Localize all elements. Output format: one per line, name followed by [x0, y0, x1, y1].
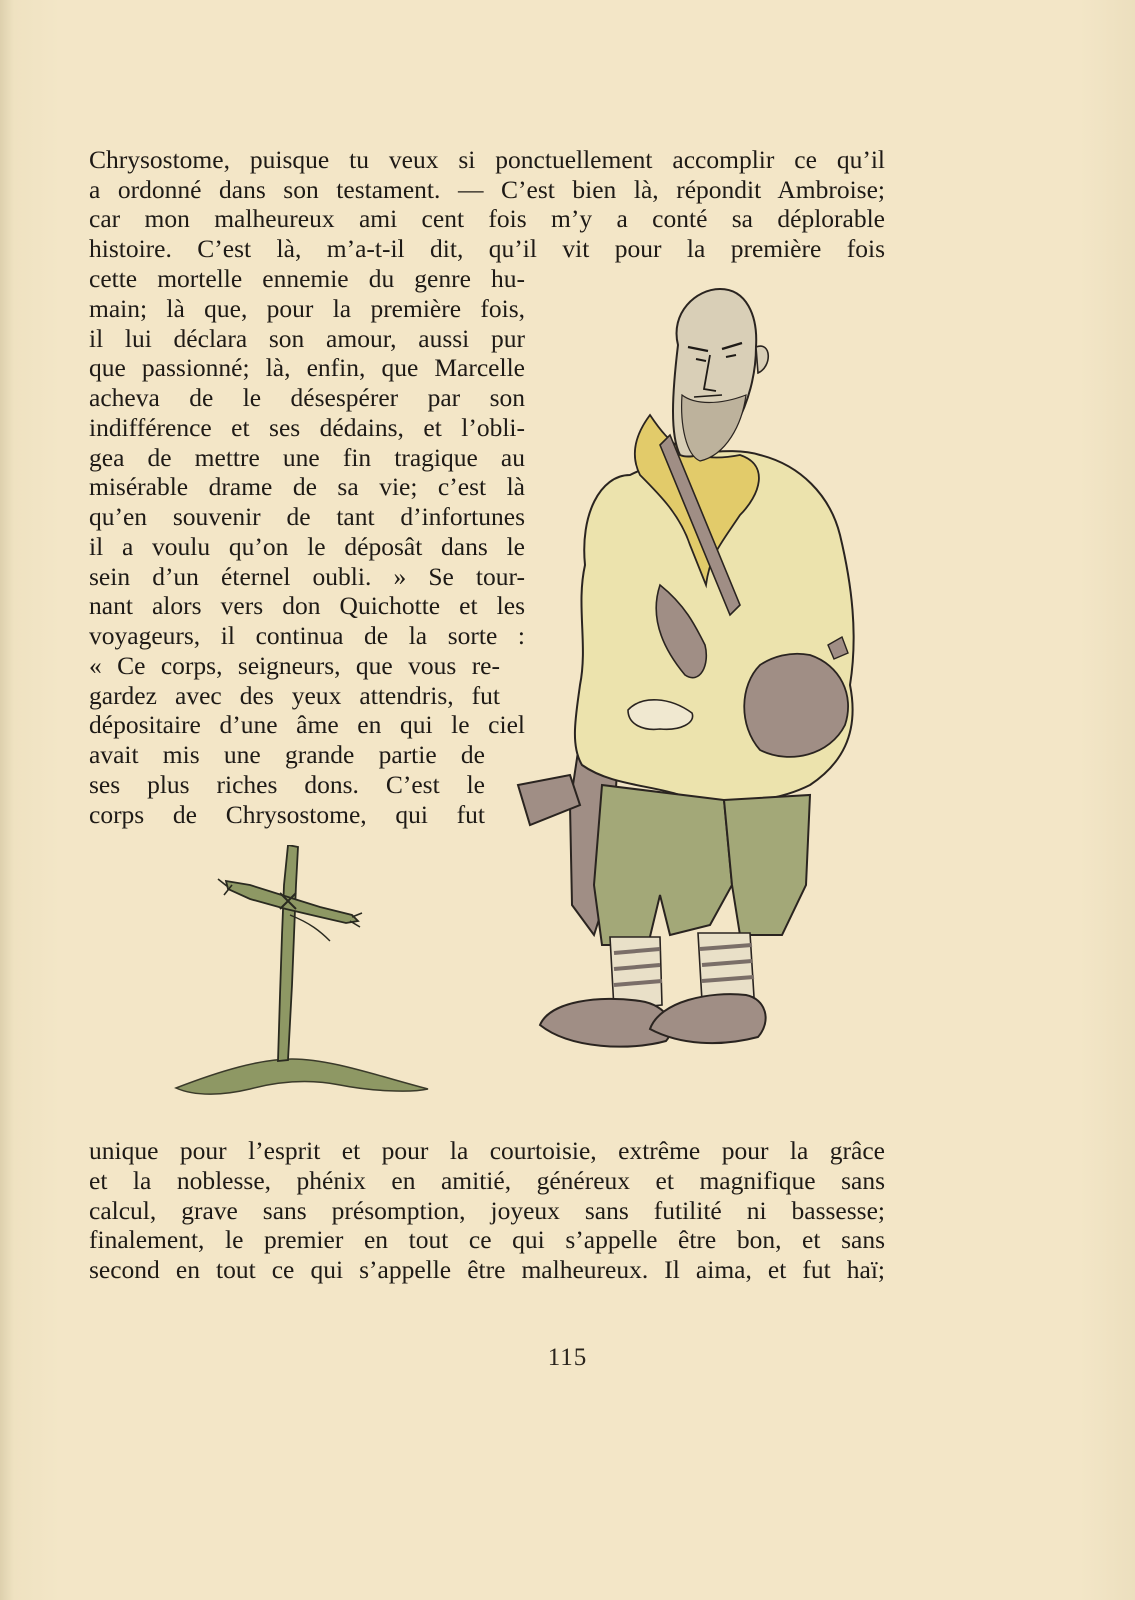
- text-line-15: sein d’un éternel oubli. » Se tour-: [89, 562, 525, 591]
- text-line-14: il a voulu qu’on le déposât dans le: [89, 532, 525, 561]
- text-line-18: « Ce corps, seigneurs, que vous re-: [89, 651, 500, 680]
- text-line-20: dépositaire d’une âme en qui le ciel: [89, 710, 525, 739]
- shepherd-illustration: [510, 285, 880, 1080]
- text-line-28: second en tout ce qui s’appelle être malheureux. Il aima, et fut haï;: [89, 1255, 885, 1284]
- text-line-16: nant alors vers don Quichotte et les: [89, 591, 525, 620]
- text-line-11: gea de mettre une fin tragique au: [89, 443, 525, 472]
- text-line-3: car mon malheureux ami cent fois m’y a conté sa déplorable: [89, 204, 885, 233]
- text-line-9: acheva de le désespérer par son: [89, 383, 525, 412]
- text-line-12: misérable drame de sa vie; c’est là: [89, 472, 525, 501]
- text-line-17: voyageurs, il continua de la sorte :: [89, 621, 525, 650]
- text-line-21: avait mis une grande partie de: [89, 740, 485, 769]
- page-number: 115: [547, 1344, 588, 1371]
- text-line-19: gardez avec des yeux attendris, fut: [89, 681, 500, 710]
- text-line-27: finalement, le premier en tout ce qui s’appelle être bon, et sans: [89, 1225, 885, 1254]
- standing-shepherd-icon: [510, 285, 880, 1080]
- text-line-1: Chrysostome, puisque tu veux si ponctuellement accomplir ce qu’il: [89, 145, 885, 174]
- cross-illustration: [170, 845, 460, 1125]
- text-line-22: ses plus riches dons. C’est le: [89, 770, 485, 799]
- text-line-2: a ordonné dans son testament. — C’est bien là, répondit Ambroise;: [89, 175, 885, 204]
- text-line-6: main; là que, pour la première fois,: [89, 294, 525, 323]
- text-line-10: indifférence et ses dédains, et l’obli-: [89, 413, 525, 442]
- text-line-26: calcul, grave sans présomption, joyeux sans futilité ni bassesse;: [89, 1196, 885, 1225]
- text-line-13: qu’en souvenir de tant d’infortunes: [89, 502, 525, 531]
- wooden-grave-cross-icon: [170, 845, 460, 1125]
- text-line-24: unique pour l’esprit et pour la courtoisie, extrême pour la grâce: [89, 1136, 885, 1165]
- text-line-4: histoire. C’est là, m’a-t-il dit, qu’il vit pour la première fois: [89, 234, 885, 263]
- text-line-25: et la noblesse, phénix en amitié, généreux et magnifique sans: [89, 1166, 885, 1195]
- text-line-23: corps de Chrysostome, qui fut: [89, 800, 485, 829]
- text-line-7: il lui déclara son amour, aussi pur: [89, 324, 525, 353]
- text-line-5: cette mortelle ennemie du genre hu-: [89, 264, 525, 293]
- text-line-8: que passionné; là, enfin, que Marcelle: [89, 353, 525, 382]
